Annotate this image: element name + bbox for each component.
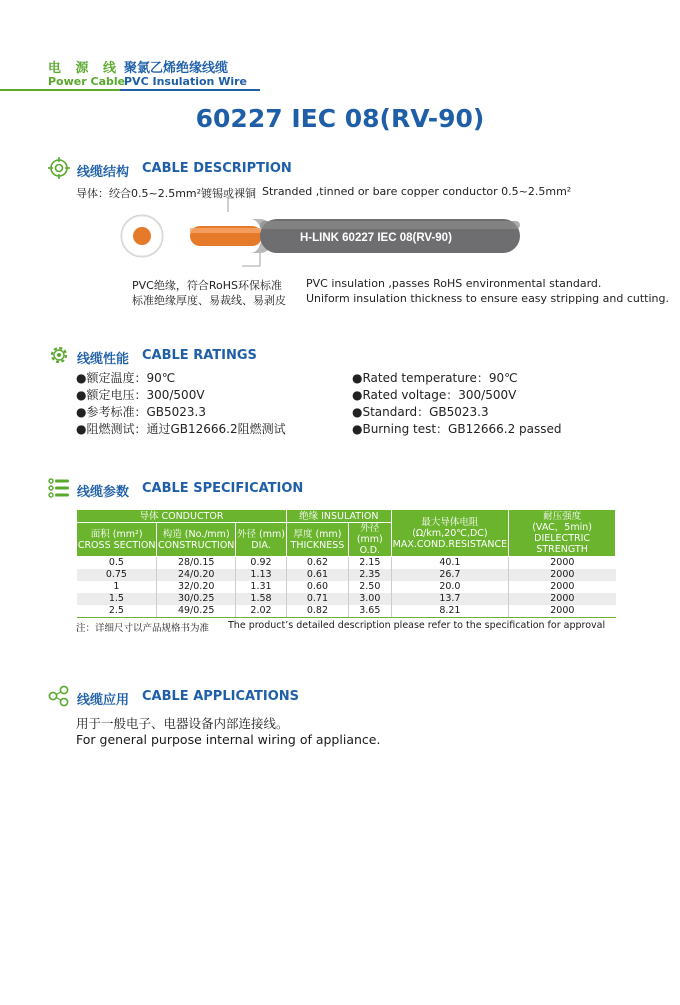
table-cell: 0.61: [286, 569, 348, 581]
thickness-header-cn: 厚度 (mm): [293, 528, 342, 540]
table-cell: 0.82: [286, 605, 348, 618]
table-cell: 3.00: [348, 593, 391, 605]
insulation-text-en-1: PVC insulation ,passes RoHS environmental standard.: [306, 277, 602, 290]
target-icon: [48, 157, 70, 179]
table-cell: 2.35: [348, 569, 391, 581]
section-heading-en: CABLE DESCRIPTION: [142, 161, 292, 176]
area-header-en: CROSS SECTION: [77, 539, 156, 551]
table-cell: 0.60: [286, 581, 348, 593]
table-cell: 0.62: [286, 557, 348, 570]
table-row: [77, 581, 616, 593]
table-cell: 26.7: [391, 569, 509, 581]
table-cell: 2.5: [77, 605, 157, 618]
resistance-header-cn: 最大导体电阻: [421, 516, 479, 528]
table-cell: 0.92: [236, 557, 287, 570]
table-cell: 13.7: [391, 593, 509, 605]
resistance-header: [391, 510, 509, 557]
spec-note-en: The product’s detailed description please refer to the specification for approval: [228, 620, 606, 631]
list-icon: [48, 477, 70, 499]
table-cell: 3.65: [348, 605, 391, 618]
gear-icon: [48, 344, 70, 366]
section-heading-en: CABLE APPLICATIONS: [142, 689, 300, 704]
spec-table: [76, 509, 616, 618]
table-cell: 2000: [509, 581, 616, 593]
table-cell: 1.5: [77, 593, 157, 605]
table-cell: 1.58: [236, 593, 287, 605]
table-cell: 0.5: [108, 557, 124, 568]
header-divider-green: [0, 89, 120, 91]
voltage-header-unit: (VAC，5min): [532, 522, 592, 533]
header-divider-blue: [120, 89, 260, 91]
conductor-text-cn: 导体：绞合0.5~2.5mm²镀锡或裸铜: [76, 187, 257, 200]
insulation-text-cn-2: 标准绝缘厚度、易裁线、易剥皮: [132, 294, 286, 307]
table-cell: 20.0: [391, 581, 509, 593]
thickness-header-en: THICKNESS: [290, 539, 345, 551]
rating-en: ●Rated voltage：300/500V: [352, 388, 517, 402]
conductor-text-en: Stranded ,tinned or bare copper conductor 0.5~2.5mm²: [262, 185, 572, 198]
rating-en: ●Standard：GB5023.3: [352, 405, 489, 419]
table-cell: 2.15: [348, 557, 391, 570]
application-text-en: For general purpose internal wiring of appliance.: [76, 732, 381, 747]
dia-header-en: DIA.: [251, 539, 271, 551]
network-icon: [48, 685, 70, 707]
table-cell: 0.71: [286, 593, 348, 605]
construction-header: [157, 523, 236, 557]
od-header-cn: 外径 (mm): [356, 523, 383, 545]
section-heading-cn: 线缆结构: [77, 165, 130, 180]
table-cell: 2.02: [236, 605, 287, 618]
rating-cn: ●额定温度：90℃: [76, 371, 176, 385]
application-text-cn: 用于一般电子、电器设备内部连接线。: [76, 716, 289, 731]
rating-cn: ●参考标准：GB5023.3: [76, 405, 206, 419]
subcategory-cn: 聚氯乙烯绝缘线缆: [124, 61, 229, 76]
resistance-header-en: MAX.COND.RESISTANCE: [392, 538, 508, 550]
resistance-header-unit: (Ω/km,20℃,DC): [412, 527, 488, 539]
subcategory-en: PVC Insulation Wire: [124, 75, 248, 88]
section-heading-en: CABLE RATINGS: [142, 348, 257, 363]
rating-en: ●Burning test：GB12666.2 passed: [352, 422, 562, 436]
insulation-group-header: 绝缘 INSULATION: [286, 510, 391, 523]
cable-illustration: [110, 196, 630, 276]
section-heading-cn: 线缆性能: [77, 352, 130, 367]
page-title: 60227 IEC 08(RV-90): [195, 104, 485, 133]
rating-en: ●Rated temperature：90℃: [352, 371, 518, 385]
area-header-cn: 面积 (mm²): [90, 528, 143, 540]
table-cell: 2000: [509, 593, 616, 605]
table-cell: 30/0.25: [157, 593, 236, 605]
table-cell: 2.50: [348, 581, 391, 593]
table-cell: 2000: [509, 605, 616, 618]
table-cell: 40.1: [391, 557, 509, 570]
insulation-text-cn-1: PVC绝缘，符合RoHS环保标准: [132, 279, 282, 292]
area-header: [77, 523, 157, 557]
table-row: [77, 557, 616, 570]
table-cell: 0.75: [77, 569, 157, 581]
table-cell: 2000: [509, 557, 616, 570]
section-heading-cn: 线缆参数: [77, 485, 130, 500]
thickness-header: [286, 523, 348, 557]
rating-cn: ●额定电压：300/500V: [76, 388, 205, 402]
dia-header-cn: 外径 (mm): [237, 528, 285, 540]
table-cell: 1.31: [236, 581, 287, 593]
voltage-header-cn: 耐压强度: [543, 511, 582, 522]
dia-header: [236, 523, 287, 557]
table-cell: 8.21: [391, 605, 509, 618]
insulation-text-en-2: Uniform insulation thickness to ensure easy stripping and cutting.: [306, 292, 669, 305]
table-cell: 49/0.25: [157, 605, 236, 618]
table-cell: 32/0.20: [157, 581, 236, 593]
category-cn: 电 源 线: [48, 61, 122, 76]
table-cell: 28/0.15: [157, 557, 236, 570]
cable-print-text: H-LINK 60227 IEC 08(RV-90): [300, 232, 452, 244]
table-row: [77, 569, 616, 581]
section-heading-en: CABLE SPECIFICATION: [142, 481, 304, 496]
conductor-group-header: 导体 CONDUCTOR: [77, 510, 287, 523]
table-cell: 24/0.20: [157, 569, 236, 581]
table-row: [77, 605, 616, 618]
od-header-en: O.D.: [359, 545, 381, 556]
category-en: Power Cable: [48, 75, 126, 88]
table-cell: 1.13: [236, 569, 287, 581]
section-heading-cn: 线缆应用: [77, 693, 130, 708]
construction-header-en: CONSTRUCTION: [157, 539, 235, 551]
rating-cn: ●阻燃测试：通过GB12666.2阻燃测试: [76, 422, 286, 436]
voltage-header: [509, 510, 616, 557]
spec-note-cn: 注：详细尺寸以产品规格书为准: [76, 623, 210, 634]
construction-header-cn: 构造 (No./mm): [162, 528, 230, 540]
table-cell: 2000: [509, 569, 616, 581]
voltage-header-en: DIELECTRIC STRENGTH: [534, 533, 591, 555]
od-header: [348, 523, 391, 557]
table-cell: 1: [113, 581, 120, 592]
table-row: [77, 593, 616, 605]
